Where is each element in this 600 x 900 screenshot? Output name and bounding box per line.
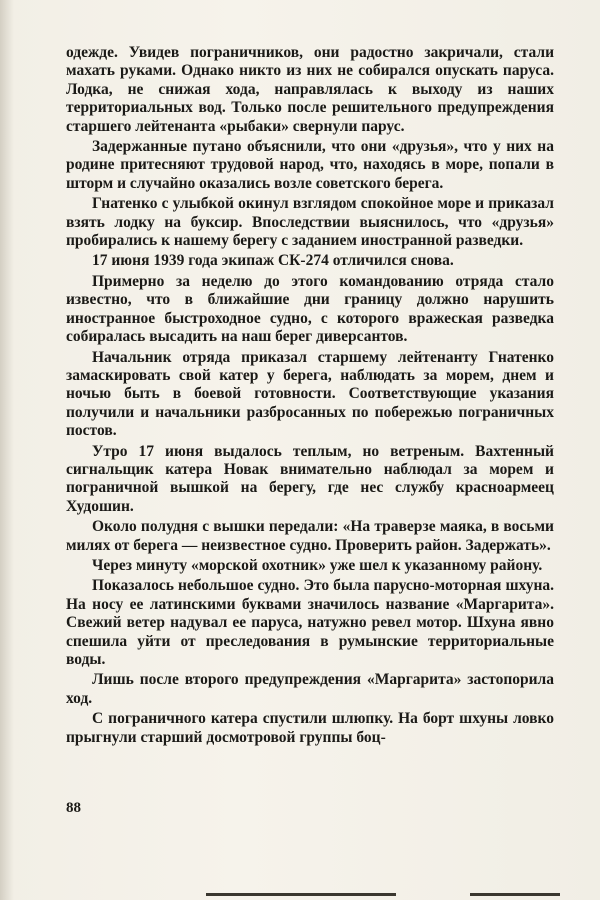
- paragraph-7: Утро 17 июня выдалось теплым, но ветреным. Вахтенный сигнальщик катера Новак внимательно наблюдал за морем и пограничной вышкой на берегу, где нес службу красноармеец Худошин.: [66, 442, 554, 515]
- paragraph-8: Около полудня с вышки передали: «На траверзе маяка, в восьми милях от берега — неизвестное судно. Проверить район. Задержать».: [66, 518, 554, 554]
- bottom-edge-mark-right: [470, 893, 560, 896]
- paragraph-12: С пограничного катера спустили шлюпку. На борт шхуны ловко прыгнули старший досмотровой группы боц-: [66, 710, 554, 746]
- paragraph-2: Задержанные путано объяснили, что они «друзья», что у них на родине притесняют трудовой народ, что, находясь в море, попали в шторм и случайно оказались возле советского берега.: [66, 138, 554, 192]
- page-number: 88: [66, 800, 81, 816]
- paragraph-11: Лишь после второго предупреждения «Маргарита» застопорила ход.: [66, 671, 554, 707]
- page-body-text: [66, 44, 554, 747]
- paragraph-1: одежде. Увидев пограничников, они радостно закричали, стали махать руками. Однако никто из них не собирался опускать паруса. Лодка, не снижая хода, направлялась к выходу из наших территориальных вод. Только после решительного предупреждения старшего лейтенанта «рыбаки» свернули парус.: [66, 44, 554, 135]
- paragraph-10: Показалось небольшое судно. Это была парусно-моторная шхуна. На носу ее латинскими буквами значилось название «Маргарита». Свежий ветер надувал ее паруса, натужно ревел мотор. Шхуна явно спешила уйти от преследования в румынские территориальные воды.: [66, 577, 554, 668]
- paragraph-4: 17 июня 1939 года экипаж СК-274 отличился снова.: [92, 252, 454, 270]
- paragraph-9: Через минуту «морской охотник» уже шел к указанному району.: [92, 556, 543, 574]
- spine-shadow: [0, 0, 14, 900]
- paragraph-6: Начальник отряда приказал старшему лейтенанту Гнатенко замаскировать свой катер у берега, наблюдать за морем, днем и ночью быть в боевой готовности. Соответствующие указания получили и начальники разбросанных по побережью пограничных постов.: [66, 348, 554, 440]
- bottom-edge-mark: [206, 893, 396, 896]
- paragraph-5: Примерно за неделю до этого командованию отряда стало известно, что в ближайшие дни границу должно нарушить иностранное быстроходное судно, с которого вражеская разведка собиралась высадить на наш берег диверсантов.: [66, 272, 554, 346]
- paragraph-3: Гнатенко с улыбкой окинул взглядом спокойное море и приказал взять лодку на буксир. Впоследствии выяснилось, что «друзья» пробирались к нашему берегу с заданием иностранной разведки.: [66, 195, 554, 250]
